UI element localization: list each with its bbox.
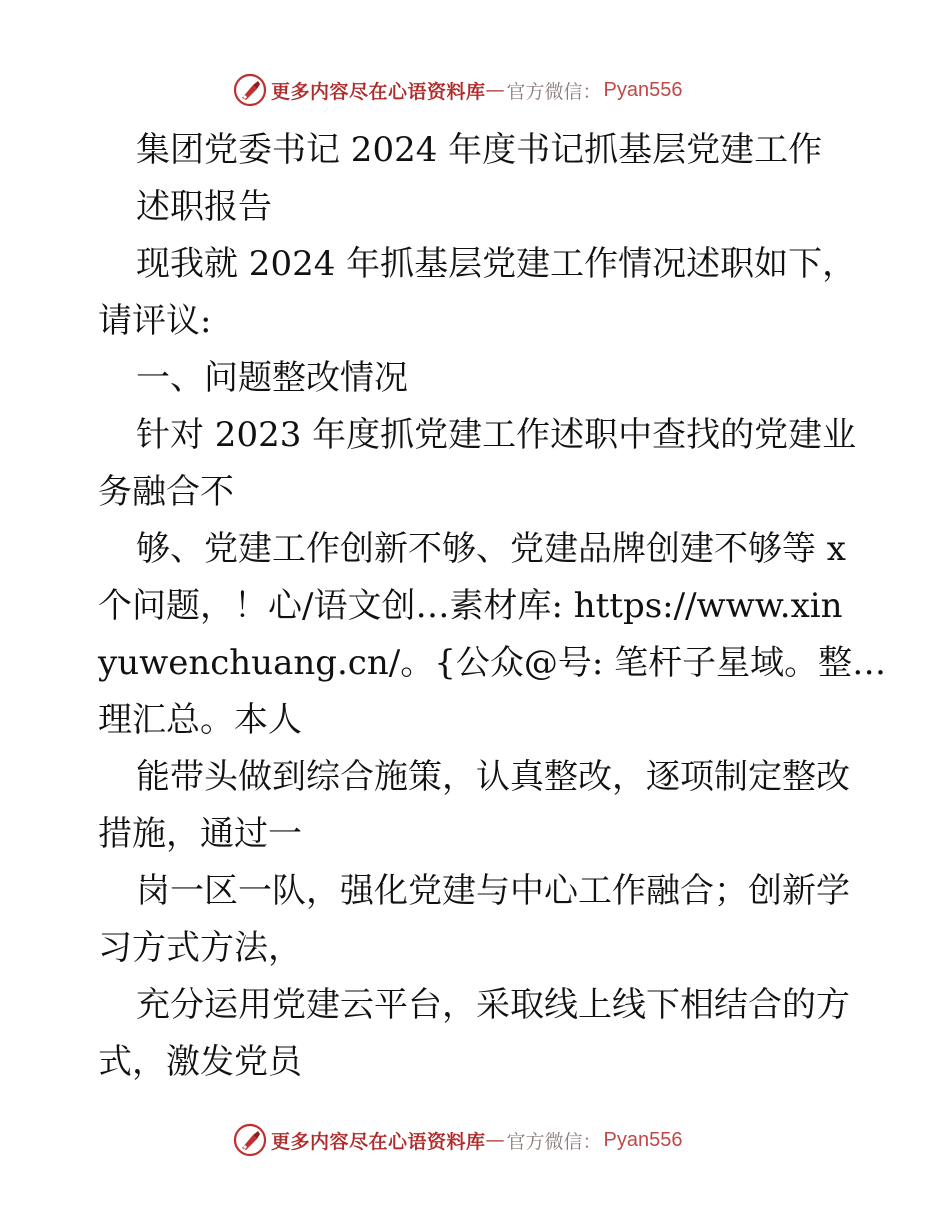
- watermark-brand: 更多内容尽在心语资料库: [271, 80, 486, 103]
- doc-title-line-1: 集团党委书记 2024 年度书记抓基层党建工作: [136, 130, 823, 170]
- document-body: [98, 122, 887, 1091]
- doc-paragraph-line: yuwenchuang.cn/。{公众@号: 笔杆子星域。整…: [98, 643, 887, 683]
- pen-nib-logo-icon: [233, 1123, 267, 1157]
- watermark-handle: Pyan556: [603, 1128, 683, 1151]
- doc-paragraph-line: 岗一区一队，强化党建与中心工作融合；创新学: [136, 871, 850, 911]
- doc-paragraph-line: 措施，通过一: [98, 814, 302, 854]
- doc-paragraph-line: 请评议:: [98, 301, 212, 341]
- doc-paragraph-line: 针对 2023 年度抓党建工作述职中查找的党建业: [136, 415, 857, 455]
- watermark-separator: —: [485, 79, 505, 101]
- doc-paragraph-line: 务融合不: [98, 472, 234, 512]
- doc-paragraph-line: 个问题，！心/语文创…素材库: https://www.xin: [98, 586, 843, 626]
- doc-paragraph-line: 式，激发党员: [98, 1042, 302, 1082]
- doc-paragraph-line: 能带头做到综合施策，认真整改，逐项制定整改: [136, 757, 850, 797]
- watermark-separator: —: [485, 1129, 505, 1151]
- pen-nib-logo-icon: [233, 73, 267, 107]
- doc-paragraph-line: 现我就 2024 年抓基层党建工作情况述职如下，: [136, 244, 857, 284]
- doc-section-heading: 一、问题整改情况: [136, 358, 408, 398]
- watermark-banner-top: [233, 72, 683, 108]
- doc-title-line-2: 述职报告: [136, 187, 272, 227]
- watermark-banner-bottom: [233, 1122, 683, 1158]
- doc-paragraph-line: 习方式方法，: [98, 928, 302, 968]
- watermark-brand: 更多内容尽在心语资料库: [271, 1130, 486, 1153]
- doc-paragraph-line: 理汇总。本人: [98, 700, 302, 740]
- watermark-label: 官方微信：: [506, 1130, 602, 1153]
- doc-paragraph-line: 够、党建工作创新不够、党建品牌创建不够等 x: [136, 529, 846, 569]
- doc-paragraph-line: 充分运用党建云平台，采取线上线下相结合的方: [136, 985, 850, 1025]
- watermark-handle: Pyan556: [603, 78, 683, 101]
- watermark-label: 官方微信：: [506, 80, 602, 103]
